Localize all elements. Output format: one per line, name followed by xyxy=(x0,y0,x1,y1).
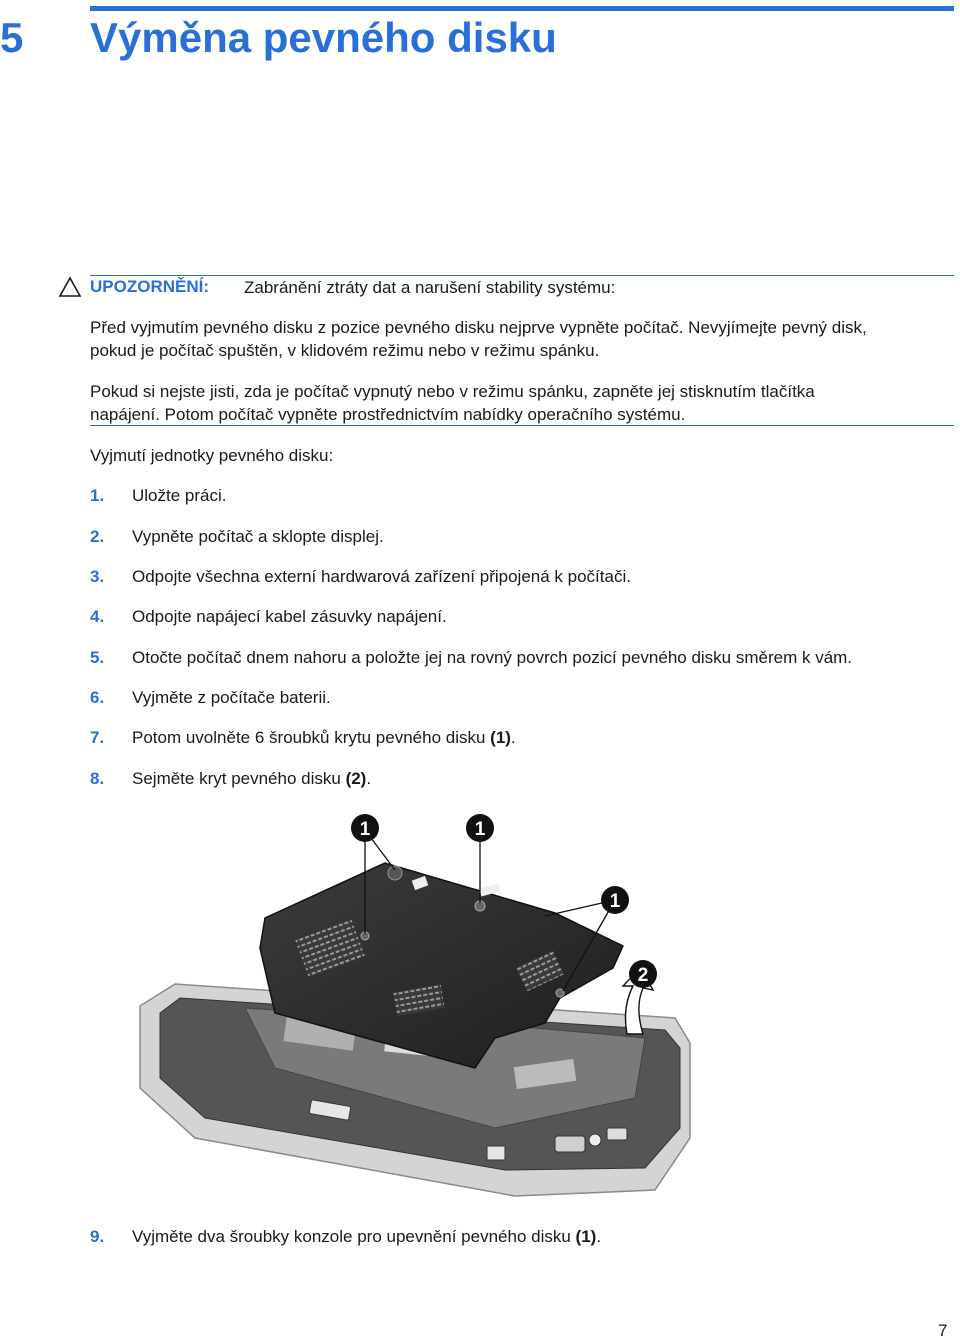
step-number: 7. xyxy=(90,728,105,747)
step-tail: . xyxy=(510,728,516,747)
step-text: Sejměte kryt pevného disku xyxy=(132,769,346,788)
hard-drive-cover-illustration xyxy=(135,808,705,1198)
step-number: 1. xyxy=(90,486,105,505)
step-text: Potom uvolněte 6 šroubků krytu pevného disku xyxy=(132,728,491,747)
step-9 xyxy=(90,1227,601,1247)
caution-rule-bottom xyxy=(90,425,954,426)
step-2 xyxy=(90,527,384,547)
caution-text: Zabránění ztráty dat a narušení stability systému: xyxy=(244,278,616,297)
step-number: 2. xyxy=(90,527,105,546)
callout-reference: (1) xyxy=(575,1227,597,1246)
chapter-number: 5 xyxy=(0,14,24,61)
step-number: 8. xyxy=(90,769,105,788)
step-text: Vyjměte dva šroubky konzole pro upevnění pevného disku xyxy=(132,1227,576,1246)
top-rule xyxy=(90,6,954,11)
step-text: Uložte práci. xyxy=(132,486,227,505)
step-text: Odpojte všechna externí hardwarová zařízení připojená k počítači. xyxy=(132,567,631,586)
step-text: Vyjměte z počítače baterii. xyxy=(132,688,331,707)
step-text: Otočte počítač dnem nahoru a položte jej na rovný povrch pozicí pevného disku směrem k vám. xyxy=(132,648,853,667)
step-text: Odpojte napájecí kabel zásuvky napájení. xyxy=(132,607,447,626)
step-number: 9. xyxy=(90,1227,105,1246)
step-number: 5. xyxy=(90,648,105,667)
callout-reference: (2) xyxy=(345,769,367,788)
callout-1-label-a: 1 xyxy=(359,819,371,840)
caution-p1-line1: Před vyjmutím pevného disku z pozice pevného disku nejprve vypněte počítač. Nevyjímejte pevný disk, xyxy=(90,318,867,337)
step-4 xyxy=(90,607,447,627)
chapter-title: Výměna pevného disku xyxy=(90,14,557,61)
callout-1-label-b: 1 xyxy=(474,819,486,840)
caution-rule-top xyxy=(90,275,954,276)
step-6 xyxy=(90,688,331,708)
caution-p2-line1: Pokud si nejste jisti, zda je počítač vypnutý nebo v režimu spánku, zapněte jej stisknutím tlačítka xyxy=(90,382,815,401)
step-3 xyxy=(90,567,631,587)
step-tail: . xyxy=(366,769,372,788)
step-1 xyxy=(90,486,226,506)
caution-p1-line2: pokud je počítač spuštěn, v klidovém režimu nebo v režimu spánku. xyxy=(90,341,600,360)
step-number: 3. xyxy=(90,567,105,586)
caution-paragraph-1 xyxy=(90,316,956,362)
step-text: Vypněte počítač a sklopte displej. xyxy=(132,527,384,546)
callout-2-label: 2 xyxy=(637,965,649,986)
caution-p2-line2: napájení. Potom počítač vypněte prostřednictvím nabídky operačního systému. xyxy=(90,405,686,424)
caution-triangle-icon xyxy=(58,276,82,298)
step-number: 4. xyxy=(90,607,105,626)
callout-1-label-c: 1 xyxy=(609,891,621,912)
step-5 xyxy=(90,648,852,668)
chapter-heading xyxy=(0,14,557,62)
step-7 xyxy=(90,728,516,748)
callout-reference: (1) xyxy=(490,728,511,747)
procedure-intro: Vyjmutí jednotky pevného disku: xyxy=(90,446,334,465)
step-8 xyxy=(90,769,371,789)
caution-paragraph-2 xyxy=(90,380,956,426)
step-tail: . xyxy=(596,1227,602,1246)
step-number: 6. xyxy=(90,688,105,707)
caution-label: UPOZORNĚNÍ: xyxy=(90,277,209,296)
page-number: 7 xyxy=(938,1321,948,1340)
